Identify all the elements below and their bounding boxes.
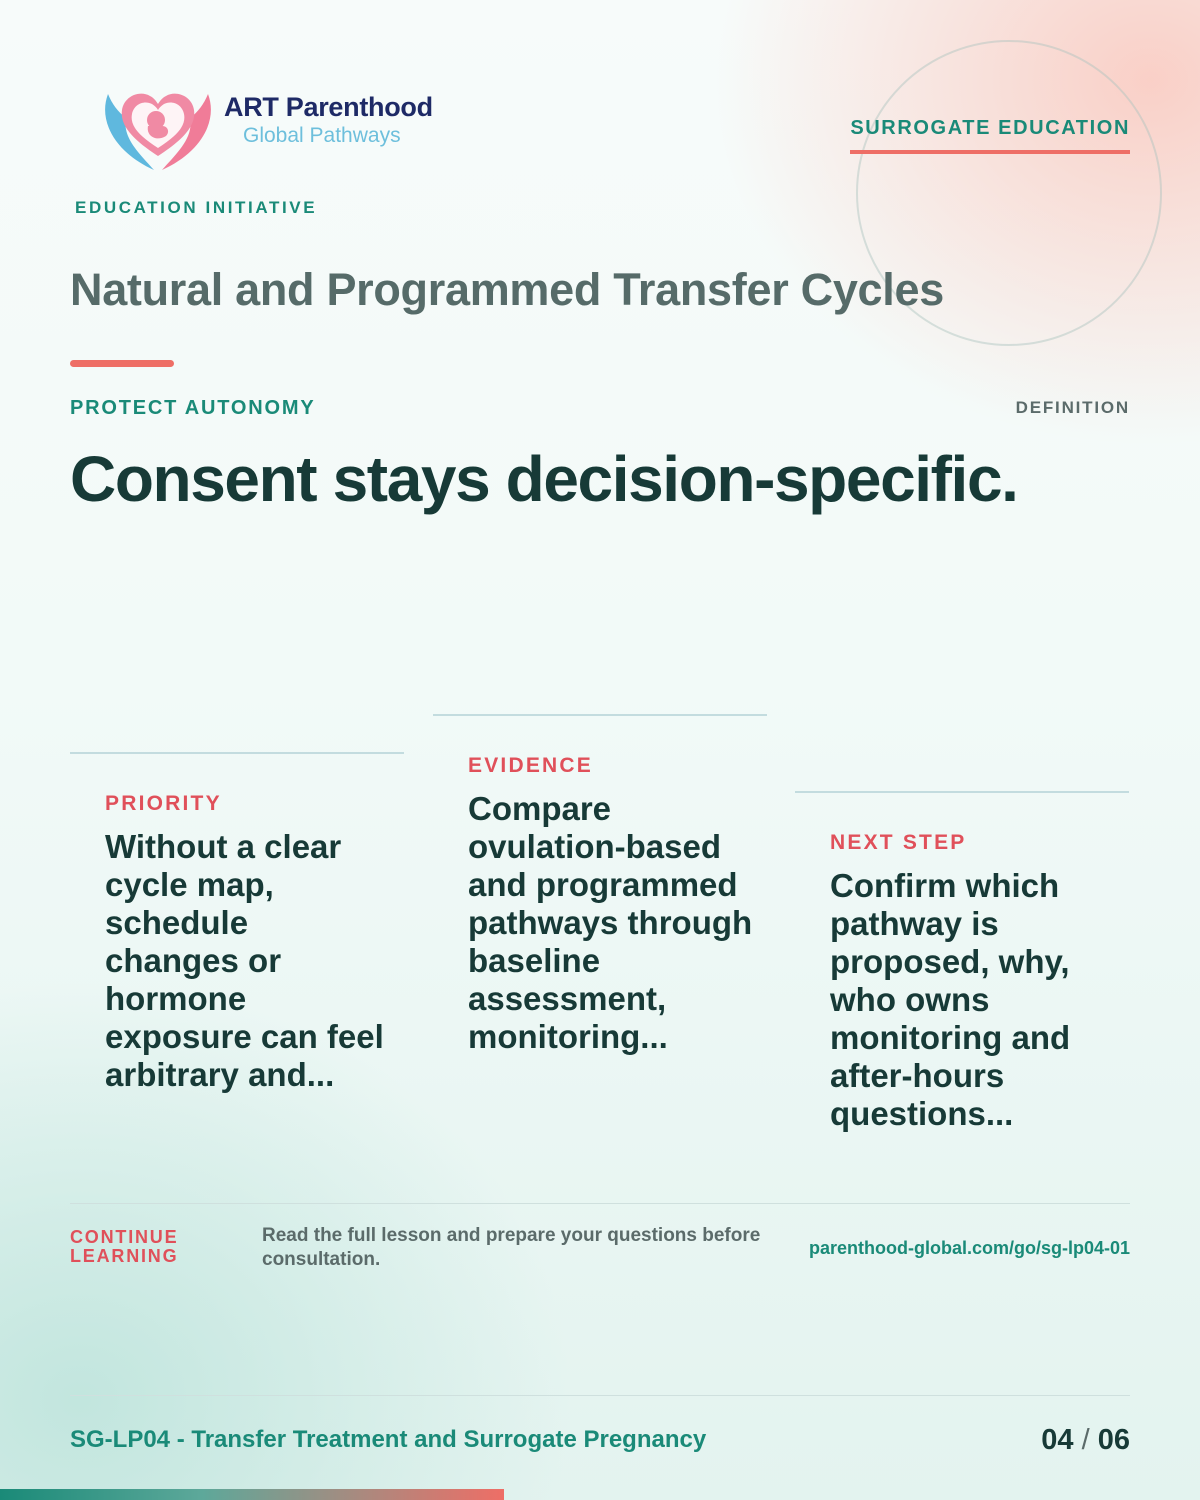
- divider: [70, 1395, 1130, 1396]
- slide-type-label: DEFINITION: [1015, 398, 1130, 417]
- card-label: NEXT STEP: [830, 831, 967, 854]
- card-priority: [70, 752, 404, 1094]
- logo-icon: [100, 74, 216, 174]
- card-label: PRIORITY: [105, 792, 222, 815]
- section-tag: SURROGATE EDUCATION: [850, 117, 1130, 154]
- card-body: Confirm which pathway is proposed, why, who owns monitoring and after-hours questions...: [830, 867, 1071, 1132]
- card-next-step: [795, 791, 1129, 1133]
- slide-kicker: PROTECT AUTONOMY: [70, 397, 316, 419]
- card-body: Compare ovulation-based and programmed pathways through baseline assessment, monitoring...: [468, 790, 753, 1055]
- divider: [70, 1203, 1130, 1204]
- brand-subtitle: Global Pathways: [243, 124, 401, 147]
- course-title: SG-LP04 - Transfer Treatment and Surrogate Pregnancy: [70, 1426, 707, 1453]
- page-current: 04: [1041, 1424, 1074, 1456]
- cta-label: CONTINUE LEARNING: [70, 1227, 179, 1266]
- card-body: Without a clear cycle map, schedule changes or hormone exposure can feel arbitrary and...: [105, 828, 384, 1093]
- accent-bar: [70, 360, 174, 367]
- cta-text: Read the full lesson and prepare your questions before consultation.: [262, 1225, 761, 1270]
- page-total: 06: [1097, 1424, 1130, 1456]
- card-evidence: [433, 714, 767, 1056]
- initiative-label: EDUCATION INITIATIVE: [75, 198, 318, 217]
- progress-bar: [0, 1489, 504, 1500]
- card-label: EVIDENCE: [468, 754, 593, 777]
- brand-name: ART Parenthood: [224, 92, 433, 122]
- lesson-link[interactable]: parenthood-global.com/go/sg-lp04-01: [808, 1238, 1130, 1258]
- page-counter: 04 / 06: [1041, 1424, 1130, 1456]
- slide-headline: Consent stays decision-specific.: [70, 443, 1018, 515]
- page-title: Natural and Programmed Transfer Cycles: [70, 264, 944, 315]
